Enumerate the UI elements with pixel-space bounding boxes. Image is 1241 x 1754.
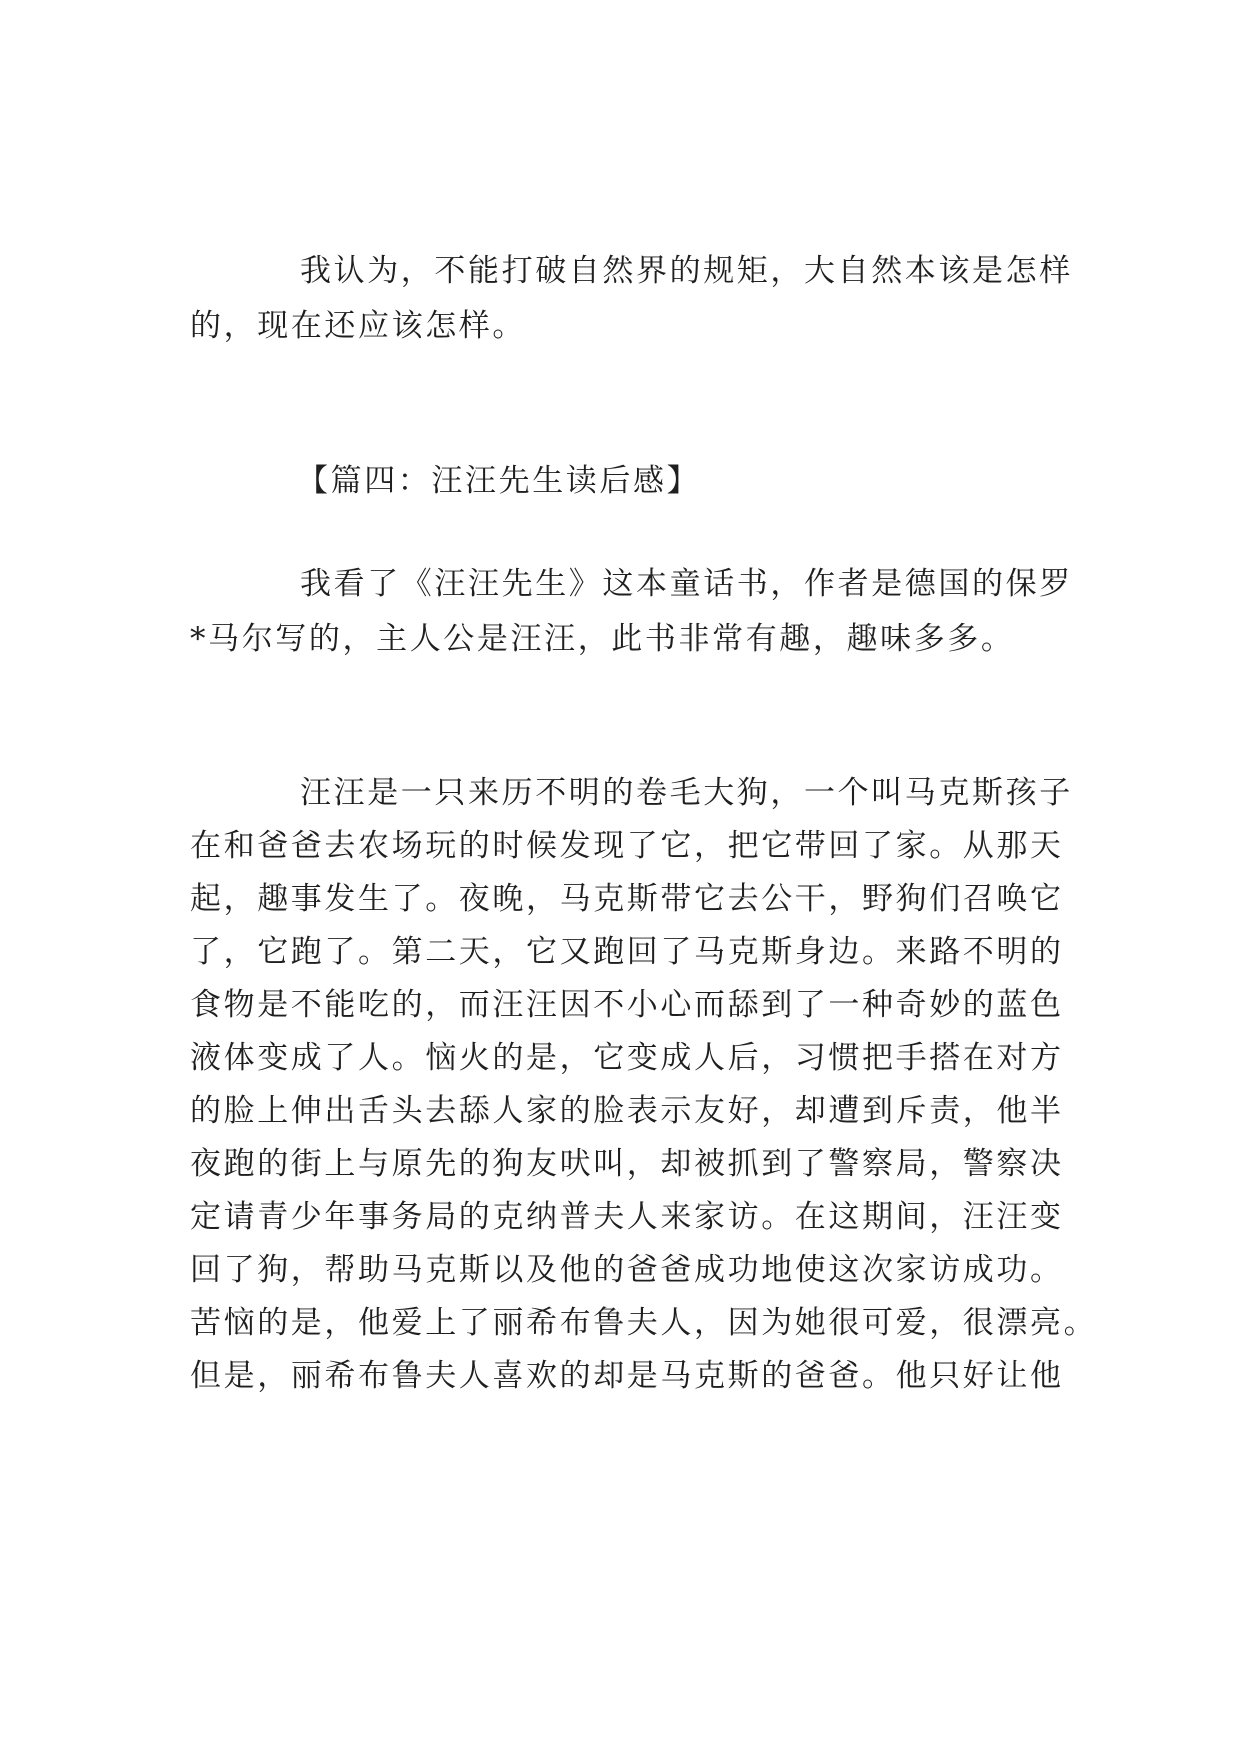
paragraph-3-line-2: 在和爸爸去农场玩的时候发现了它，把它带回了家。从那天 bbox=[190, 828, 1064, 864]
paragraph-3-line-12: 但是，丽希布鲁夫人喜欢的却是马克斯的爸爸。他只好让他 bbox=[190, 1358, 1064, 1394]
paragraph-1-line-2: 的，现在还应该怎样。 bbox=[190, 308, 526, 344]
paragraph-3-line-9: 定请青少年事务局的克纳普夫人来家访。在这期间，汪汪变 bbox=[190, 1199, 1064, 1235]
paragraph-3-line-5: 食物是不能吃的，而汪汪因不小心而舔到了一种奇妙的蓝色 bbox=[190, 987, 1064, 1023]
paragraph-1-line-1: 我认为，不能打破自然界的规矩，大自然本该是怎样 bbox=[300, 253, 1073, 289]
paragraph-3-line-10: 回了狗，帮助马克斯以及他的爸爸成功地使这次家访成功。 bbox=[190, 1252, 1064, 1288]
paragraph-3-line-11: 苦恼的是，他爱上了丽希布鲁夫人，因为她很可爱，很漂亮。 bbox=[190, 1305, 1098, 1341]
paragraph-3-line-7: 的脸上伸出舌头去舔人家的脸表示友好，却遭到斥责，他半 bbox=[190, 1093, 1064, 1129]
paragraph-2-line-1: 我看了《汪汪先生》这本童话书，作者是德国的保罗 bbox=[300, 566, 1073, 602]
paragraph-3-line-3: 起，趣事发生了。夜晚，马克斯带它去公干，野狗们召唤它 bbox=[190, 881, 1064, 917]
paragraph-3-line-4: 了，它跑了。第二天，它又跑回了马克斯身边。来路不明的 bbox=[190, 934, 1064, 970]
paragraph-2-line-2: *马尔写的，主人公是汪汪，此书非常有趣，趣味多多。 bbox=[190, 621, 1015, 657]
paragraph-3-line-1: 汪汪是一只来历不明的卷毛大狗，一个叫马克斯孩子 bbox=[300, 775, 1073, 811]
paragraph-3-line-6: 液体变成了人。恼火的是，它变成人后，习惯把手搭在对方 bbox=[190, 1040, 1064, 1076]
paragraph-3-line-8: 夜跑的街上与原先的狗友吠叫，却被抓到了警察局，警察决 bbox=[190, 1146, 1064, 1182]
section-heading: 【篇四：汪汪先生读后感】 bbox=[297, 463, 701, 499]
